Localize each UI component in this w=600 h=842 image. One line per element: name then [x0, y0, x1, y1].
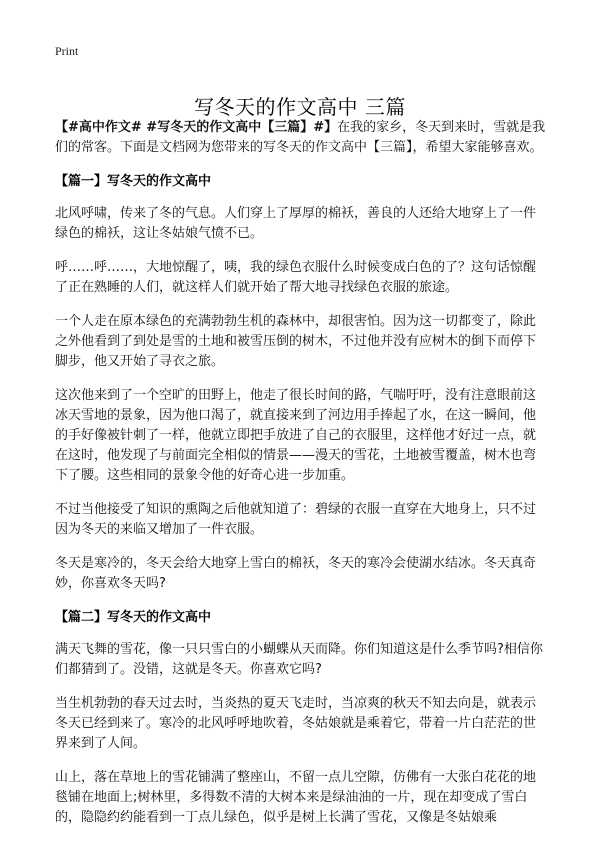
page-title: 写冬天的作文高中 三篇 — [194, 95, 406, 120]
section-1-paragraph: 不过当他接受了知识的熏陶之后他就知道了：碧绿的衣服一直穿在大地身上，只不过因为冬天的来临又增加了一件衣服。 — [55, 502, 537, 537]
section-2-heading: 【篇二】写冬天的作文高中 — [55, 610, 212, 625]
section-2-paragraph: 当生机勃勃的春天过去时，当炎热的夏天飞走时，当凉爽的秋天不知去向是，就表示冬天已经到来了。寒冷的北风呼呼地吹着，冬姑娘就是乘着它，带着一片白茫茫的世界来到了人间。 — [55, 696, 537, 751]
print-link[interactable]: Print — [55, 44, 79, 58]
intro-tag: 【#高中作文# #写冬天的作文高中【三篇】#】 — [55, 120, 338, 135]
article-body — [55, 118, 547, 842]
section-1-heading: 【篇一】写冬天的作文高中 — [55, 174, 212, 189]
intro-paragraph — [55, 118, 547, 158]
section-1-paragraph: 呼……呼……，大地惊醒了，咦，我的绿色衣服什么时候变成白色的了？这句话惊醒了正在熟睡的人们，就这样人们就开始了帮大地寻找绿色衣服的旅途。 — [55, 260, 537, 295]
section-1-paragraph: 冬天是寒冷的，冬天会给大地穿上雪白的棉袄，冬天的寒冷会使湖水结冰。冬天真奇妙，你喜欢冬天吗? — [55, 556, 537, 591]
section-2-paragraph: 山上，落在草地上的雪花铺满了整座山，不留一点儿空隙，仿佛有一大张白花花的地毯铺在地面上;树林里，多得数不清的大树本来是绿油油的一片，现在却变成了雪白的，隐隐约约能看到一丁点儿绿色，似乎是树上长满了雪花，又像是冬姑娘乘 — [55, 770, 537, 825]
section-1-paragraph: 北风呼啸，传来了冬的气息。人们穿上了厚厚的棉袄，善良的人还给大地穿上了一件绿色的棉袄，这让冬姑娘气愤不已。 — [55, 206, 537, 241]
section-1-paragraph: 一个人走在原本绿色的充满勃勃生机的森林中，却很害怕。因为这一切都变了，除此之外他看到了到处是雪的土地和被雪压倒的树木，不过他并没有应树木的倒下而停下脚步，他又开始了寻衣之旅。 — [55, 314, 537, 369]
intro-text: 在我的家乡，冬天到来时，雪就是我们的常客。下面是文档网为您带来的写冬天的作文高中【三篇】，希望大家能够喜欢。 — [55, 120, 546, 155]
section-2-paragraph: 满天飞舞的雪花，像一只只雪白的小蝴蝶从天而降。你们知道这是什么季节吗?相信你们都猜到了。没错，这就是冬天。你喜欢它吗? — [55, 642, 543, 677]
section-1-paragraph: 这次他来到了一个空旷的田野上，他走了很长时间的路，气喘吁吁，没有注意眼前这冰天雪地的景象，因为他口渴了，就直接来到了河边用手捧起了水，在这一瞬间，他的手好像被针刺了一样，他就立即把手放进了自己的衣服里，这样他才好过一点，就在这时，他发现了与前面完全相似的情景——漫天的雪花，土地被雪覆盖，树木也弯下了腰。这些相同的景象令他的好奇心进一步加重。 — [55, 388, 537, 483]
